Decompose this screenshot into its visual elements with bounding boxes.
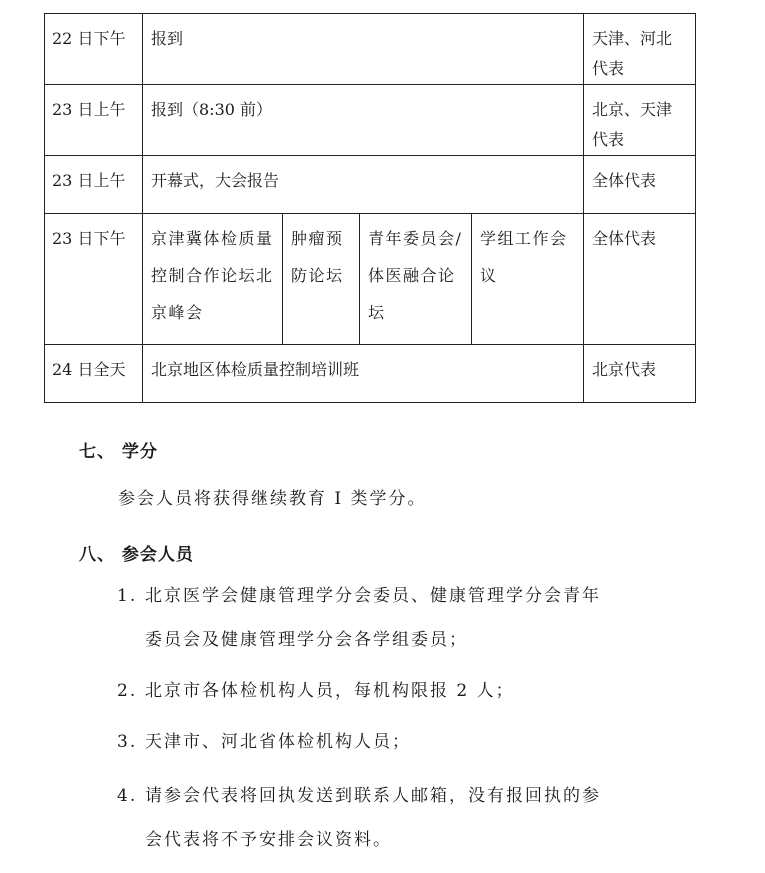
attendees-cell: 北京代表 — [584, 345, 696, 403]
list-item — [117, 774, 677, 862]
item-text-continued: 会代表将不予安排会议资料。 — [145, 830, 392, 850]
session-cell: 京津冀体检质量控制合作论坛北京峰会 — [143, 214, 283, 345]
item-text: 请参会代表将回执发送到联系人邮箱，没有报回执的参 — [145, 786, 601, 806]
item-number: 1. — [117, 586, 138, 606]
time-cell: 23 日下午 — [45, 214, 143, 345]
schedule-table — [44, 13, 696, 403]
item-number: 3. — [117, 732, 138, 752]
activity-cell: 开幕式，大会报告 — [143, 156, 584, 214]
section-heading-attendees: 八、 参会人员 — [79, 545, 194, 565]
attendees-cell: 全体代表 — [584, 214, 696, 345]
attendees-cell: 全体代表 — [584, 156, 696, 214]
time-cell: 23 日上午 — [45, 85, 143, 156]
activity-cell: 报到 — [143, 14, 584, 85]
session-cell: 肿瘤预防论坛 — [283, 214, 360, 345]
table-row — [45, 85, 696, 156]
attendees-cell: 北京、天津代表 — [584, 85, 696, 156]
session-cell: 青年委员会/体医融合论坛 — [360, 214, 472, 345]
list-item — [117, 669, 677, 713]
time-cell: 23 日上午 — [45, 156, 143, 214]
time-cell: 22 日下午 — [45, 14, 143, 85]
list-item — [117, 720, 677, 764]
activity-cell: 报到（8:30 前） — [143, 85, 584, 156]
item-number: 4. — [117, 786, 138, 806]
session-cell: 学组工作会议 — [472, 214, 584, 345]
list-item — [117, 574, 677, 662]
activity-cell: 北京地区体检质量控制培训班 — [143, 345, 584, 403]
item-text-continued: 委员会及健康管理学分会各学组委员； — [145, 630, 468, 650]
table-row — [45, 156, 696, 214]
item-text: 天津市、河北省体检机构人员； — [145, 732, 411, 752]
attendees-cell: 天津、河北代表 — [584, 14, 696, 85]
table-row — [45, 214, 696, 345]
item-text: 北京市各体检机构人员，每机构限报 2 人； — [145, 681, 515, 701]
section-heading-credits: 七、 学分 — [79, 442, 158, 462]
time-cell: 24 日全天 — [45, 345, 143, 403]
item-text: 北京医学会健康管理学分会委员、健康管理学分会青年 — [145, 586, 601, 606]
item-number: 2. — [117, 681, 138, 701]
table-row — [45, 345, 696, 403]
table-row — [45, 14, 696, 85]
credits-text: 参会人员将获得继续教育 I 类学分。 — [118, 489, 427, 509]
